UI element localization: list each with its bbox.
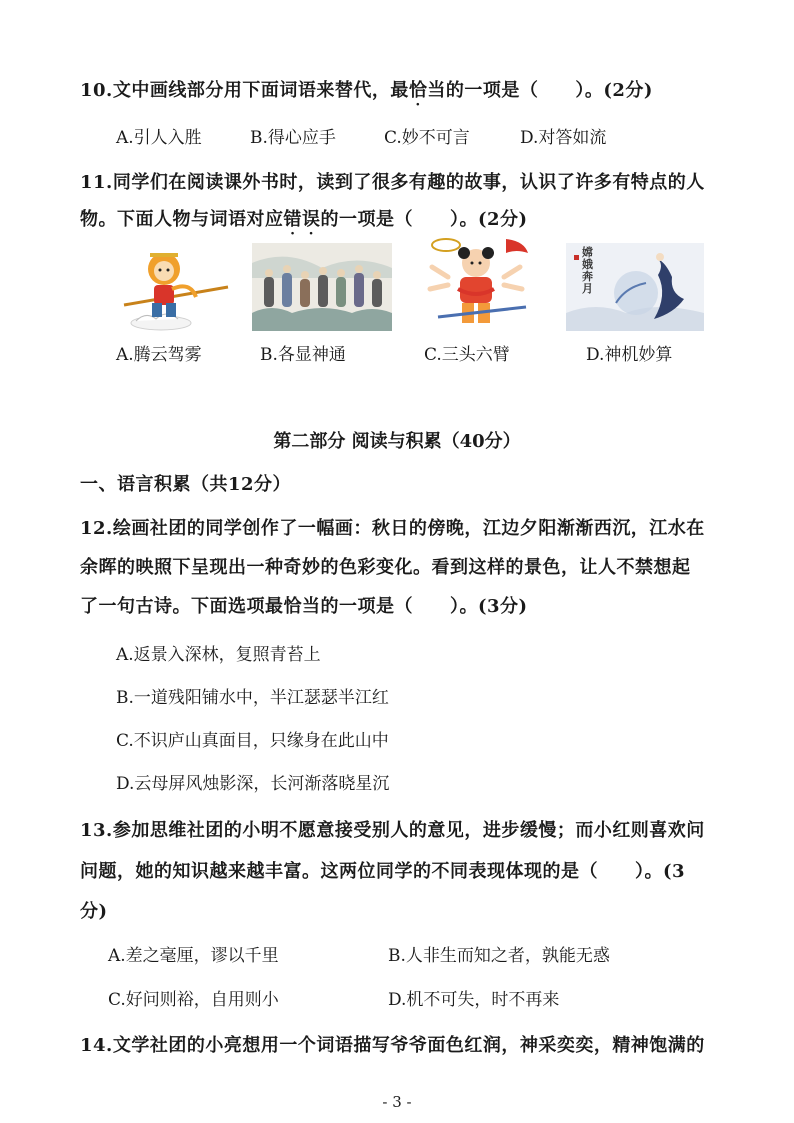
q12-option-b[interactable]: B.一道残阳铺水中，半江瑟瑟半江红 bbox=[116, 688, 389, 708]
q13-option-b[interactable]: B.人非生而知之者，孰能无惑 bbox=[388, 946, 610, 966]
section-title: 第二部分 阅读与积累（40分） bbox=[273, 431, 521, 452]
monkey-king-image bbox=[116, 243, 236, 333]
q10-emphasis-char: 恰 bbox=[408, 80, 428, 101]
q11-stem-line1: 11.同学们在阅读课外书时，读到了很多有趣的故事，认识了许多有特点的人 bbox=[80, 172, 705, 193]
q11-stem-part2: 的一项是（ ）。(2分) bbox=[320, 209, 528, 230]
q11-stem-part1: 物。下面人物与词语对应 bbox=[80, 209, 284, 230]
q10-option-c[interactable]: C.妙不可言 bbox=[384, 128, 470, 148]
q12-stem-line2: 余晖的映照下呈现出一种奇妙的色彩变化。看到这样的景色，让人不禁想起 bbox=[80, 557, 691, 578]
eight-immortals-image bbox=[252, 243, 392, 331]
q13-stem-line3: 分) bbox=[80, 901, 108, 922]
q11-option-b[interactable]: B.各显神通 bbox=[260, 345, 346, 365]
q12-stem-line3: 了一句古诗。下面选项最恰当的一项是（ ）。(3分) bbox=[80, 596, 528, 617]
q11-option-d[interactable]: D.神机妙算 bbox=[586, 345, 673, 365]
q11-option-c[interactable]: C.三头六臂 bbox=[424, 345, 510, 365]
q12-option-a[interactable]: A.返景入深林，复照青苔上 bbox=[116, 645, 321, 665]
q11-emphasis-char-1: 错 bbox=[283, 209, 302, 230]
q13-stem-line2: 问题，她的知识越来越丰富。这两位同学的不同表现体现的是（ ）。(3 bbox=[80, 861, 686, 882]
subsection-title: 一、语言积累（共12分） bbox=[80, 474, 292, 495]
q11-stem-line2 bbox=[80, 205, 528, 231]
change-e-image bbox=[566, 243, 704, 331]
q10-stem-part2: 当的一项是（ ）。(2分) bbox=[427, 80, 653, 101]
change-e-image-caption: 嫦娥奔月 bbox=[582, 246, 593, 295]
q10-option-b[interactable]: B.得心应手 bbox=[250, 128, 336, 148]
q12-stem-line1: 12.绘画社团的同学创作了一幅画：秋日的傍晚，江边夕阳渐渐西沉，江水在 bbox=[80, 518, 705, 539]
q14-stem-line1: 14.文学社团的小亮想用一个词语描写爷爷面色红润，神采奕奕，精神饱满的 bbox=[80, 1035, 705, 1056]
q11-option-a[interactable]: A.腾云驾雾 bbox=[116, 345, 202, 365]
q12-option-d[interactable]: D.云母屏风烛影深，长河渐落晓星沉 bbox=[116, 774, 390, 794]
q12-option-c[interactable]: C.不识庐山真面目，只缘身在此山中 bbox=[116, 731, 389, 751]
q13-option-d[interactable]: D.机不可失，时不再来 bbox=[388, 990, 560, 1010]
q13-stem-line1: 13.参加思维社团的小明不愿意接受别人的意见，进步缓慢；而小红则喜欢问 bbox=[80, 820, 705, 841]
q10-option-d[interactable]: D.对答如流 bbox=[520, 128, 607, 148]
page-number: - 3 - bbox=[382, 1093, 412, 1111]
q10-stem bbox=[80, 76, 653, 102]
q10-option-a[interactable]: A.引人入胜 bbox=[116, 128, 202, 148]
q11-emphasis-char-2: 误 bbox=[302, 209, 321, 230]
nezha-image bbox=[418, 233, 538, 333]
q13-option-a[interactable]: A.差之毫厘，谬以千里 bbox=[108, 946, 279, 966]
q10-stem-part1: 10.文中画线部分用下面词语来替代，最 bbox=[80, 80, 409, 101]
q13-option-c[interactable]: C.好问则裕，自用则小 bbox=[108, 990, 279, 1010]
